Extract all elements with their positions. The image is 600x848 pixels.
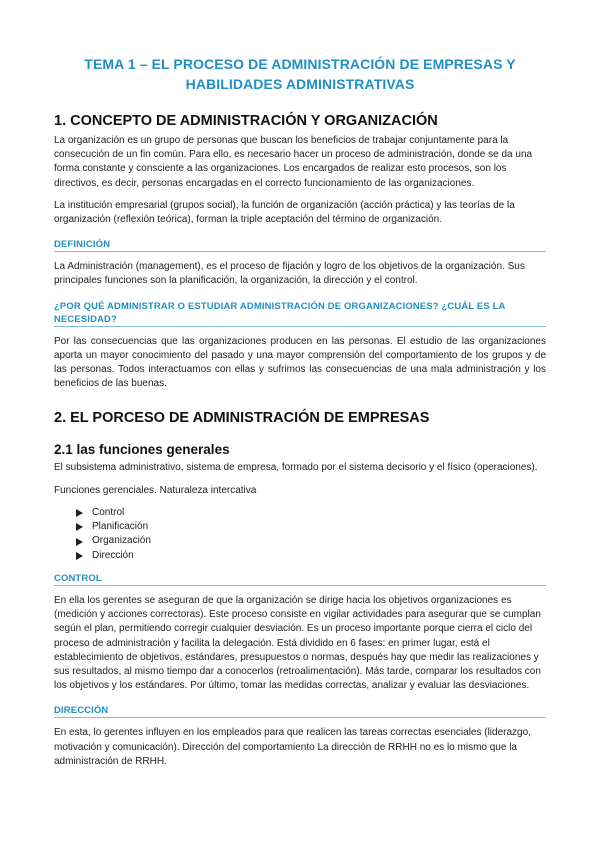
section-1-paragraph-1: La organización es un grupo de personas que buscan los beneficios de trabajar conjuntamente para la consecución de un fin común. Para ello, es necesario hacer un proceso de administración, donde se da una forma constante y consciente a las organizaciones. Los encargados de realizar esto procesos, son los directivos, es decir, personas encargadas en el correcto funcionamiento de las organizaciones. <box>54 135 533 189</box>
why-text: Por las consecuencias que las organizaciones producen en las personas. El estudio de las organizaciones aporta un mayor conocimiento del pasado y una mayor comprensión del comportamiento de los grupos y de las personas. Todos interactuamos con ellas y sufrimos las consecuencias de una mala administración y los beneficios de las buenas. <box>54 335 546 390</box>
section-1-paragraph-2: La institución empresarial (grupos social), la función de organización (acción práctica) y las teorías de la organización (reflexión teórica), forman la triple aceptación del término de organización. <box>54 199 515 226</box>
section-2-heading: 2. EL PORCESO DE ADMINISTRACIÓN DE EMPRESAS <box>54 410 430 427</box>
list-item: Planificación <box>76 520 546 534</box>
list-item: Organización <box>76 534 546 548</box>
section-1-heading: 1. CONCEPTO DE ADMINISTRACIÓN Y ORGANIZACIÓN <box>54 113 438 129</box>
direccion-text: En esta, lo gerentes influyen en los empleados para que realicen las tareas correctas esenciales (liderazgo, motivación y comunicación). Dirección del comportamiento La dirección de RRHH no es lo mismo que la administración de RRHH. <box>54 727 531 767</box>
list-item: Control <box>76 506 546 520</box>
section-2-paragraph-1: El subsistema administrativo, sistema de empresa, formado por el sistema decisorio y el físico (operaciones). <box>54 462 538 474</box>
list-item: Dirección <box>76 549 546 563</box>
section-2-paragraph-2: Funciones gerenciales. Naturaleza intercativa <box>54 484 257 496</box>
title-line-2: HABILIDADES ADMINISTRATIVAS <box>185 76 415 92</box>
definition-text: La Administración (management), es el proceso de fijación y logro de los objetivos de la organización. Sus principales funciones son la planificación, la organización, la dirección y el control. <box>54 261 525 287</box>
arrow-bullet-icon <box>76 538 83 546</box>
control-label: CONTROL <box>54 569 546 586</box>
document-title <box>54 0 546 94</box>
definition-label: DEFINICIÓN <box>54 235 546 252</box>
direccion-label: DIRECCIÓN <box>54 701 546 718</box>
arrow-bullet-icon <box>76 552 83 560</box>
control-text: En ella los gerentes se aseguran de que la organización se dirige hacia los objetivos organizaciones es (medición y acciones correctoras). Este proceso consiste en vigilar actividades para asegurar que se cumplan según el plan, permitiendo corregir cualquier desviación. Es un proceso importante porque cierra el ciclo del proceso de administración y facilita la delegación. Está dividido en 6 fases: en primer lugar, está el establecimiento de objetivos, estándares, presupuestos o normas, después hay que medir las realizaciones y sus resultados, al mismo tiempo dar a conocerlos (retroalimentación). Más tarde, comparar los resultados con los objetivos y los estándares. Por último, tomar las medidas correctas, analizar y evaluar las desviaciones. <box>54 595 541 692</box>
functions-list <box>54 506 546 563</box>
arrow-bullet-icon <box>76 509 83 517</box>
subsection-2-1-heading: 2.1 las funciones generales <box>54 442 230 458</box>
why-label: ¿POR QUÉ ADMINISTRAR O ESTUDIAR ADMINISTRACIÓN DE ORGANIZACIONES? ¿CUÁL ES LA NECESIDAD? <box>54 297 546 327</box>
title-line-1: TEMA 1 – EL PROCESO DE ADMINISTRACIÓN DE EMPRESAS Y <box>84 56 516 72</box>
arrow-bullet-icon <box>76 523 83 531</box>
